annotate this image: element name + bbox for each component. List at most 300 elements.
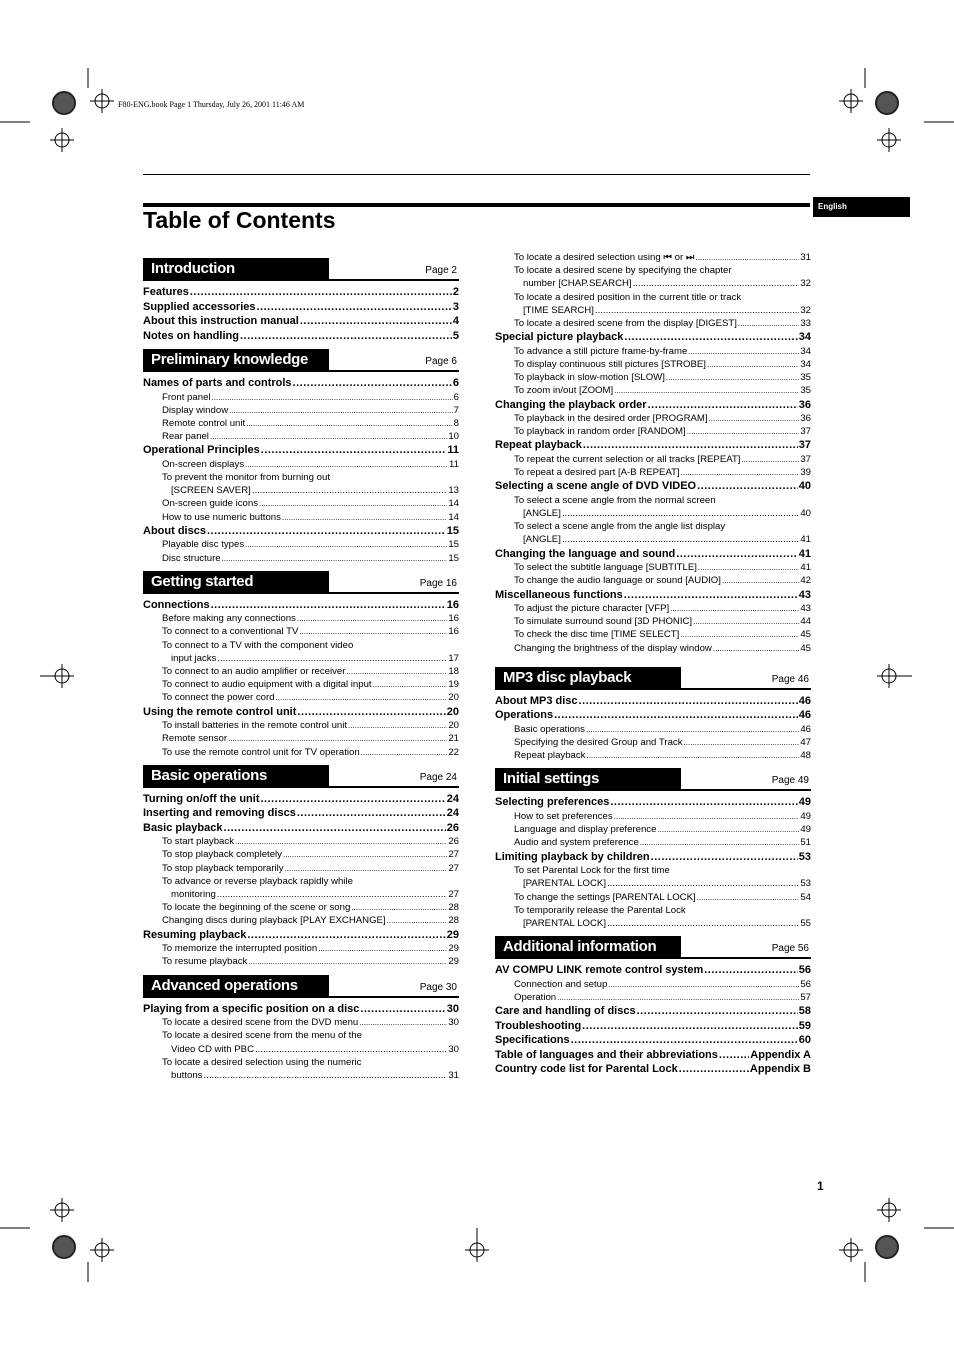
- toc-entry-text: To advance a still picture frame-by-frame: [514, 345, 688, 357]
- toc-entry-sub[interactable]: [143, 955, 459, 968]
- toc-entry-sub[interactable]: [143, 691, 459, 704]
- toc-entry-text: To playback in the desired order [PROGRAM]: [514, 413, 708, 425]
- toc-entry-sub[interactable]: [143, 746, 459, 759]
- toc-entry-text: Basic operations: [514, 723, 585, 735]
- toc-entry-page: 53: [800, 878, 811, 890]
- toc-entry-text: Repeat playback: [514, 750, 586, 762]
- section-heading: [143, 571, 459, 594]
- toc-entry-text: To temporarily release the Parental Lock: [514, 904, 686, 916]
- dot-leader: [276, 691, 448, 704]
- toc-entry-text: Supplied accessories: [143, 300, 256, 313]
- toc-entry-main[interactable]: [143, 524, 459, 539]
- toc-entry-sub[interactable]: [495, 574, 811, 587]
- toc-entry-sub[interactable]: [143, 552, 459, 565]
- toc-entry-sub[interactable]: [143, 901, 459, 914]
- toc-entry-page: 49: [798, 796, 811, 809]
- dot-leader: [624, 330, 797, 345]
- toc-entry-text: About this instruction manual: [143, 315, 299, 327]
- dot-leader: [210, 430, 447, 443]
- toc-entry-main[interactable]: [495, 330, 811, 345]
- toc-entry-main[interactable]: [143, 443, 459, 458]
- dot-leader: [607, 917, 799, 930]
- toc-entry-page: 43: [800, 603, 811, 615]
- toc-entry-sub[interactable]: [143, 719, 459, 732]
- dot-leader: [297, 612, 447, 625]
- dot-leader: [693, 615, 799, 628]
- toc-entry-page: 31: [448, 1069, 459, 1081]
- toc-entry-main[interactable]: [495, 708, 811, 723]
- toc-entry-text: To connect to a TV with the component video: [162, 639, 354, 651]
- toc-entry-sub[interactable]: [143, 497, 459, 510]
- toc-entry-sub[interactable]: [143, 417, 459, 430]
- toc-entry-text: Table of languages and their abbreviations: [495, 1048, 718, 1061]
- toc-entry-main[interactable]: [495, 1062, 811, 1077]
- dot-leader: [640, 836, 800, 849]
- toc-entry-page: 16: [446, 598, 459, 611]
- toc-entry-sub[interactable]: [495, 628, 811, 641]
- toc-entry-sub[interactable]: [495, 749, 811, 762]
- toc-entry-text: Playable disc types: [162, 539, 245, 551]
- toc-entry-main[interactable]: [143, 300, 459, 315]
- toc-entry-page: 45: [800, 629, 811, 641]
- toc-entry-text: Limiting playback by children: [495, 850, 650, 863]
- dot-leader: [571, 1033, 798, 1048]
- toc-entry-text: To select a scene angle from the normal screen: [514, 494, 716, 506]
- toc-entry-page: 59: [798, 1019, 811, 1032]
- section-heading-page: Page 2: [425, 265, 457, 276]
- toc-entry-sub[interactable]: [495, 736, 811, 749]
- toc-entry-text-cont: monitoring: [171, 889, 216, 901]
- toc-entry-page: 6: [453, 391, 459, 403]
- dot-leader: [680, 628, 799, 641]
- dot-leader: [248, 955, 447, 968]
- toc-entry-page: Appendix B: [749, 1063, 811, 1076]
- toc-entry-page: 29: [446, 928, 459, 941]
- section-heading-label: Initial settings: [495, 768, 681, 789]
- toc-entry-page: 20: [448, 692, 459, 704]
- toc-entry-page: 51: [800, 837, 811, 849]
- toc-entry-main[interactable]: [143, 928, 459, 943]
- dot-leader: [557, 991, 799, 1004]
- toc-entry-text-cont: Video CD with PBC: [171, 1043, 255, 1055]
- toc-entry-sub[interactable]: [143, 1016, 459, 1029]
- toc-entry-page: 37: [798, 439, 811, 452]
- dot-leader: [348, 719, 447, 732]
- toc-entry-main[interactable]: [495, 547, 811, 562]
- toc-entry-text: To change the audio language or sound [AUDIO]: [514, 575, 721, 587]
- toc-entry-sub[interactable]: [495, 904, 811, 930]
- toc-entry-sub[interactable]: [495, 978, 811, 991]
- dot-leader: [582, 1019, 798, 1034]
- toc-entry-sub[interactable]: [143, 914, 459, 927]
- dot-leader: [614, 810, 800, 823]
- toc-entry-text: Notes on handling: [143, 329, 239, 342]
- toc-entry-text: To start playback: [162, 836, 234, 848]
- toc-entry-sub[interactable]: [495, 723, 811, 736]
- toc-entry-text: To stop playback temporarily: [162, 862, 284, 874]
- toc-entry-text: To select the subtitle language [SUBTITLE]: [514, 562, 697, 574]
- toc-entry-text: Turning on/off the unit: [143, 792, 260, 805]
- toc-entry-page: 33: [800, 318, 811, 330]
- toc-entry-text: To playback in slow-motion [SLOW]: [514, 372, 665, 384]
- toc-entry-text: To display continuous still pictures [STROBE]: [514, 358, 706, 370]
- toc-entry-text: To install batteries in the remote control unit: [162, 720, 348, 732]
- toc-entry-text: Display window: [162, 404, 229, 416]
- toc-entry-text: Using the remote control unit: [143, 705, 297, 718]
- toc-entry-page: 43: [798, 588, 811, 601]
- dot-leader: [624, 588, 798, 603]
- toc-entry-text: To stop playback completely: [162, 849, 282, 861]
- dot-leader: [698, 561, 799, 574]
- section-heading: [143, 349, 459, 372]
- toc-entry-text: Resuming playback: [143, 928, 247, 941]
- section-heading: [495, 936, 811, 959]
- toc-entry-page: 32: [800, 278, 811, 290]
- toc-entry-page: 36: [800, 413, 811, 425]
- toc-entry-text: Country code list for Parental Lock: [495, 1063, 678, 1076]
- toc-entry-main[interactable]: [495, 1004, 811, 1019]
- section-heading: [143, 975, 459, 998]
- toc-entry-page: 6: [452, 377, 459, 389]
- dot-leader: [709, 412, 800, 425]
- section-heading-label: Introduction: [143, 258, 329, 279]
- toc-entry-text: To zoom in/out [ZOOM]: [514, 385, 614, 397]
- toc-entry-text: To resume playback: [162, 956, 248, 968]
- toc-entry-text: Specifying the desired Group and Track: [514, 737, 683, 749]
- toc-entry-text: Changing discs during playback [PLAY EXCHANGE]: [162, 915, 386, 927]
- toc-entry-main[interactable]: [143, 329, 459, 344]
- toc-entry-sub[interactable]: [495, 823, 811, 836]
- toc-entry-sub[interactable]: [495, 561, 811, 574]
- dot-leader: [666, 371, 799, 384]
- dot-leader: [207, 524, 446, 539]
- toc-entry-sub[interactable]: [495, 317, 811, 330]
- toc-entry-main[interactable]: [143, 821, 459, 836]
- toc-entry-page: 8: [453, 417, 459, 429]
- toc-entry-text: To locate a desired scene from the DVD menu: [162, 1017, 359, 1029]
- toc-entry-text: On-screen displays: [162, 458, 245, 470]
- toc-entry-text: Rear panel: [162, 431, 209, 443]
- toc-entry-sub[interactable]: [143, 875, 459, 901]
- toc-entry-page: 35: [800, 372, 811, 384]
- toc-entry-page: 35: [800, 385, 811, 397]
- toc-entry-main[interactable]: [495, 795, 811, 810]
- dot-leader: [697, 479, 798, 494]
- toc-entry-sub[interactable]: [143, 430, 459, 443]
- toc-entry-sub[interactable]: [495, 836, 811, 849]
- section-heading-page: Page 30: [419, 981, 457, 993]
- dot-leader: [741, 453, 799, 466]
- toc-entry-text: Troubleshooting: [495, 1019, 582, 1032]
- toc-entry-page: 31: [800, 252, 811, 263]
- dot-leader: [688, 345, 799, 358]
- toc-entry-page: 40: [798, 480, 811, 493]
- dot-leader: [648, 398, 798, 413]
- toc-entry-page: 30: [448, 1017, 459, 1029]
- section-heading: [143, 258, 459, 281]
- page-number: 1: [817, 1179, 824, 1193]
- toc-entry-main[interactable]: [143, 285, 459, 300]
- page-title: Table of Contents: [143, 207, 336, 233]
- toc-entry-main[interactable]: [143, 806, 459, 821]
- dot-leader: [259, 497, 447, 510]
- toc-entry-text: To use the remote control unit for TV operation: [162, 746, 360, 758]
- toc-entry-main[interactable]: [495, 963, 811, 978]
- toc-entry-text: Repeat playback: [495, 439, 582, 452]
- toc-entry-page: 24: [446, 792, 459, 805]
- toc-right-sections: [495, 667, 811, 1077]
- toc-entry-sub[interactable]: [143, 1056, 459, 1082]
- dot-leader: [610, 795, 797, 810]
- toc-entry-text-cont: [ANGLE]: [523, 508, 561, 520]
- toc-entry-text: Remote sensor: [162, 733, 228, 745]
- dot-leader: [299, 625, 447, 638]
- toc-entry-text-cont: [SCREEN SAVER]: [171, 485, 251, 497]
- toc-entry-page: 20: [448, 720, 459, 732]
- toc-entry-page: 58: [798, 1005, 811, 1018]
- toc-entry-text-cont: buttons: [171, 1069, 203, 1081]
- dot-leader: [283, 848, 447, 861]
- toc-entry-text: To prevent the monitor from burning out: [162, 472, 330, 484]
- toc-entry-sub[interactable]: [495, 264, 811, 290]
- dot-leader: [293, 376, 452, 391]
- toc-entry-sub[interactable]: [495, 453, 811, 466]
- toc-entry-sub[interactable]: [495, 412, 811, 425]
- toc-entry-text-cont: input jacks: [171, 652, 217, 664]
- toc-entry-text: Changing the playback order: [495, 398, 647, 411]
- toc-entry-page: 24: [446, 807, 459, 820]
- toc-entry-page: 45: [800, 642, 811, 654]
- dot-leader: [583, 438, 798, 453]
- toc-entry-page: 27: [448, 862, 459, 874]
- toc-entry-sub[interactable]: [143, 942, 459, 955]
- toc-entry-sub[interactable]: [495, 494, 811, 520]
- toc-entry-sub[interactable]: [143, 391, 459, 404]
- dot-leader: [607, 877, 799, 890]
- toc-entry-page: 2: [452, 286, 459, 298]
- toc-entry-sub[interactable]: [143, 538, 459, 551]
- dot-leader: [203, 1069, 447, 1082]
- toc-entry-text: To connect to an audio amplifier or receiver: [162, 666, 346, 678]
- toc-entry-page: 40: [800, 508, 811, 520]
- dot-leader: [228, 732, 447, 745]
- toc-entry-sub[interactable]: [495, 891, 811, 904]
- toc-entry-sub[interactable]: [495, 358, 811, 371]
- toc-entry-sub[interactable]: [495, 602, 811, 615]
- toc-entry-main[interactable]: [143, 314, 459, 329]
- toc-entry-main[interactable]: [143, 376, 459, 391]
- dot-leader: [255, 1043, 447, 1056]
- toc-entry-text: Operation: [514, 991, 557, 1003]
- toc-entry-sub[interactable]: [143, 404, 459, 417]
- dot-leader: [595, 304, 799, 317]
- toc-entry-sub[interactable]: [495, 251, 811, 264]
- toc-entry-sub[interactable]: [143, 1029, 459, 1055]
- toc-entry-main[interactable]: [495, 694, 811, 709]
- toc-entry-page: 16: [448, 626, 459, 638]
- section-heading-page: Page 6: [425, 356, 457, 367]
- toc-entry-sub[interactable]: [495, 642, 811, 655]
- toc-entry-sub[interactable]: [143, 639, 459, 665]
- toc-entry-page: 56: [798, 964, 811, 977]
- dot-leader: [704, 963, 798, 978]
- toc-entry-text: Special picture playback: [495, 331, 624, 344]
- toc-entry-text: Operations: [495, 709, 554, 722]
- toc-entry-sub[interactable]: [495, 371, 811, 384]
- toc-entry-page: 41: [800, 534, 811, 546]
- toc-entry-main[interactable]: [143, 705, 459, 720]
- toc-entry-sub[interactable]: [143, 848, 459, 861]
- dot-leader: [300, 314, 452, 329]
- dot-leader: [252, 484, 448, 497]
- dot-leader: [360, 1002, 445, 1017]
- toc-entry-page: 27: [448, 849, 459, 861]
- toc-entry-main[interactable]: [495, 588, 811, 603]
- toc-entry-page: 3: [452, 300, 459, 313]
- toc-entry-page: 15: [448, 539, 459, 551]
- section-heading: [495, 768, 811, 791]
- toc-entry-text: AV COMPU LINK remote control system: [495, 964, 704, 977]
- toc-entry-main[interactable]: [495, 850, 811, 865]
- toc-entry-sub[interactable]: [143, 835, 459, 848]
- dot-leader: [681, 466, 800, 479]
- toc-entry-text: To set Parental Lock for the first time: [514, 865, 670, 877]
- toc-entry-text: Front panel: [162, 391, 211, 403]
- dot-leader: [240, 329, 452, 344]
- section-heading-label: Advanced operations: [143, 975, 329, 996]
- dot-leader: [562, 507, 799, 520]
- dot-leader: [586, 723, 799, 736]
- toc-entry-page: 29: [448, 956, 459, 968]
- dot-leader: [637, 1004, 798, 1019]
- dot-leader: [222, 552, 448, 565]
- toc-entry-page: 47: [800, 737, 811, 749]
- toc-entry-text: Operational Principles: [143, 444, 260, 457]
- toc-entry-text-cont: [PARENTAL LOCK]: [523, 917, 606, 929]
- toc-entry-main[interactable]: [495, 438, 811, 453]
- toc-entry-page: 27: [448, 889, 459, 901]
- dot-leader: [359, 1016, 447, 1029]
- toc-entry-sub[interactable]: [143, 862, 459, 875]
- toc-entry-main[interactable]: [495, 479, 811, 494]
- toc-entry-text: Playing from a specific position on a disc: [143, 1002, 360, 1015]
- dot-leader: [257, 300, 452, 315]
- dot-leader: [719, 1048, 749, 1063]
- dot-leader: [738, 317, 799, 330]
- toc-entry-page: 39: [800, 467, 811, 479]
- section-heading-page: Page 56: [771, 943, 809, 955]
- toc-entry-text: To locate a desired scene from the menu of the: [162, 1030, 362, 1042]
- toc-entry-text: To locate a desired selection using the numeric: [162, 1056, 362, 1068]
- toc-entry-page: 14: [448, 511, 459, 523]
- toc-entry-text: To repeat a desired part [A-B REPEAT]: [514, 467, 680, 479]
- dot-leader: [260, 792, 445, 807]
- section-heading-label: Getting started: [143, 571, 329, 592]
- toc-entry-text: Basic playback: [143, 821, 223, 834]
- toc-entry-page: 46: [798, 694, 811, 707]
- language-tab: English: [813, 197, 910, 217]
- dot-leader: [211, 598, 446, 613]
- toc-entry-page: 26: [446, 821, 459, 834]
- toc-entry-sub[interactable]: [143, 625, 459, 638]
- dot-leader: [247, 928, 445, 943]
- toc-entry-page: 37: [800, 453, 811, 465]
- toc-entry-page: 21: [448, 733, 459, 745]
- toc-entry-page: 15: [446, 524, 459, 537]
- toc-entry-page: 13: [448, 485, 459, 497]
- toc-entry-sub[interactable]: [495, 864, 811, 890]
- dot-leader: [562, 533, 799, 546]
- dot-leader: [687, 425, 800, 438]
- toc-entry-text: To select a scene angle from the angle list display: [514, 521, 726, 533]
- toc-entry-sub[interactable]: [495, 345, 811, 358]
- dot-leader: [657, 823, 799, 836]
- dot-leader: [670, 602, 799, 615]
- toc-entry-page: 42: [800, 575, 811, 587]
- dot-leader: [651, 850, 798, 865]
- dot-leader: [579, 694, 798, 709]
- dot-leader: [707, 358, 799, 371]
- toc-entry-page: 10: [448, 431, 459, 443]
- toc-entry-text: Selecting preferences: [495, 796, 610, 809]
- toc-entry-page: 20: [446, 705, 459, 718]
- toc-entry-main[interactable]: [495, 1033, 811, 1048]
- toc-entry-main[interactable]: [495, 1019, 811, 1034]
- toc-entry-sub[interactable]: [143, 471, 459, 497]
- toc-entry-text: To locate a desired position in the current title or track: [514, 291, 742, 303]
- toc-entry-sub[interactable]: [495, 291, 811, 317]
- toc-entry-sub[interactable]: [143, 458, 459, 471]
- toc-entry-sub[interactable]: [143, 511, 459, 524]
- section-heading-label: Basic operations: [143, 765, 329, 786]
- section-heading-label: Additional information: [495, 936, 681, 957]
- toc-entry-sub[interactable]: [495, 991, 811, 1004]
- dot-leader: [608, 978, 799, 991]
- toc-entry-page: 26: [448, 836, 459, 848]
- toc-entry-sub[interactable]: [495, 466, 811, 479]
- toc-entry-page: 16: [448, 613, 459, 625]
- toc-entry-text: To locate a desired scene from the display [DIGEST]: [514, 318, 737, 330]
- toc-entry-text: To locate a desired selection using ⏮ or ⏭: [514, 252, 695, 263]
- toc-entry-main[interactable]: [495, 398, 811, 413]
- toc-entry-sub[interactable]: [143, 732, 459, 745]
- toc-entry-main[interactable]: [143, 792, 459, 807]
- toc-entry-sub[interactable]: [495, 425, 811, 438]
- toc-entry-page: 30: [448, 1043, 459, 1055]
- dot-leader: [297, 806, 446, 821]
- toc-entry-page: Appendix A: [750, 1048, 811, 1061]
- toc-entry-sub[interactable]: [495, 810, 811, 823]
- dot-leader: [387, 914, 448, 927]
- toc-entry-text: Features: [143, 286, 189, 298]
- toc-entry-sub[interactable]: [495, 615, 811, 628]
- toc-entry-sub[interactable]: [495, 520, 811, 546]
- toc-entry-main[interactable]: [143, 1002, 459, 1017]
- toc-entry-sub[interactable]: [495, 384, 811, 397]
- toc-entry-text: To simulate surround sound [3D PHONIC]: [514, 616, 693, 628]
- toc-entry-sub[interactable]: [143, 665, 459, 678]
- toc-entry-sub[interactable]: [143, 678, 459, 691]
- toc-entry-page: 5: [452, 329, 459, 342]
- dot-leader: [285, 862, 448, 875]
- toc-entry-page: 49: [800, 810, 811, 822]
- toc-entry-main[interactable]: [495, 1048, 811, 1063]
- toc-entry-main[interactable]: [143, 598, 459, 613]
- toc-entry-text: How to use numeric buttons: [162, 511, 281, 523]
- section-heading-page: Page 46: [771, 673, 809, 685]
- toc-entry-sub[interactable]: [143, 612, 459, 625]
- toc-entry-page: 28: [448, 902, 459, 914]
